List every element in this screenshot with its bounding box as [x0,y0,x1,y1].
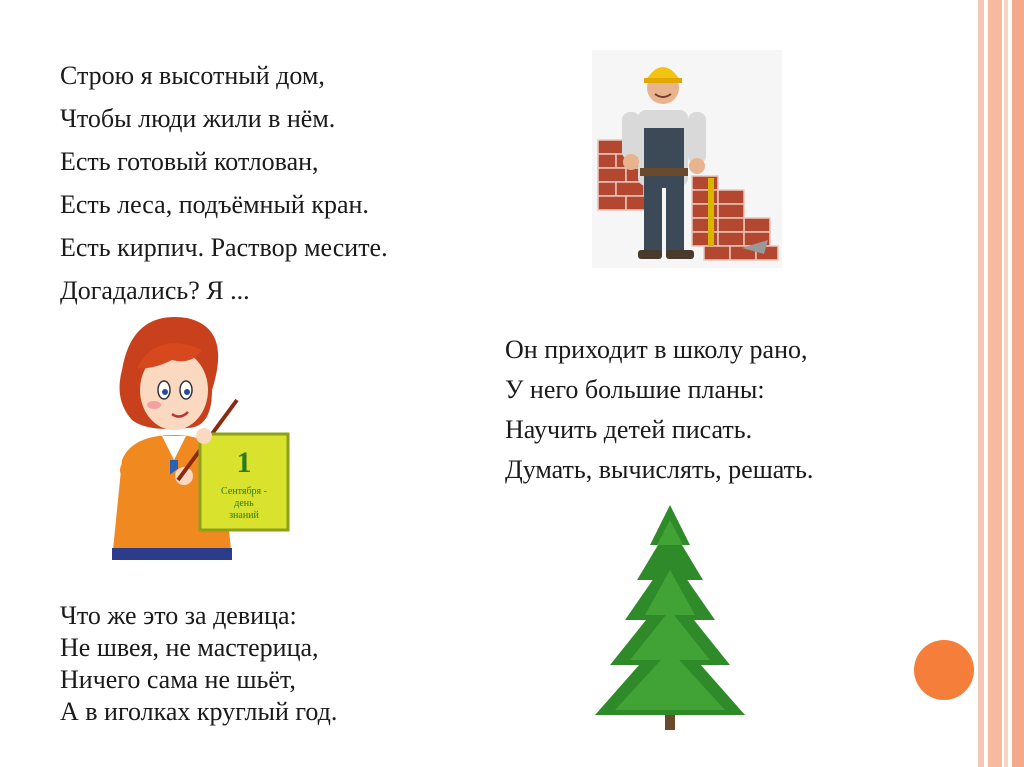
poem-line: Строю я высотный дом, [60,61,325,90]
poem-line: Есть леса, подъёмный кран. [60,190,369,219]
poem-line: Догадались? Я ... [60,276,250,305]
decor-circle [914,640,974,700]
poem-line: Ничего сама не шьёт, [60,665,296,694]
poster-text: день [234,498,254,509]
builder-illustration [592,50,782,268]
decor-stripe [978,0,984,767]
poem-line: Он приходит в школу рано, [505,335,808,364]
poem-line: Думать, вычислять, решать. [505,455,814,484]
fir-tree-illustration [585,500,755,740]
riddle-tree [60,600,337,728]
poem-line: Есть кирпич. Раствор месите. [60,233,388,262]
poster-text: знаний [229,510,259,521]
decor-stripe [1012,0,1024,767]
riddle-teacher [505,330,813,490]
poem-line: Не швея, не мастерица, [60,633,319,662]
poem-line: Что же это за девица: [60,601,297,630]
poster-text: Сентября - [221,486,267,497]
poem-line: У него большие планы: [505,375,765,404]
decor-stripe [1004,0,1008,767]
poem-line: Научить детей писать. [505,415,753,444]
poster-number: 1 [236,446,252,479]
poem-line: Чтобы люди жили в нём. [60,104,336,133]
decor-stripe [988,0,1002,767]
teacher-illustration [92,310,312,565]
poem-line: А в иголках круглый год. [60,697,338,726]
riddle-builder [60,54,388,312]
poem-line: Есть готовый котлован, [60,147,319,176]
